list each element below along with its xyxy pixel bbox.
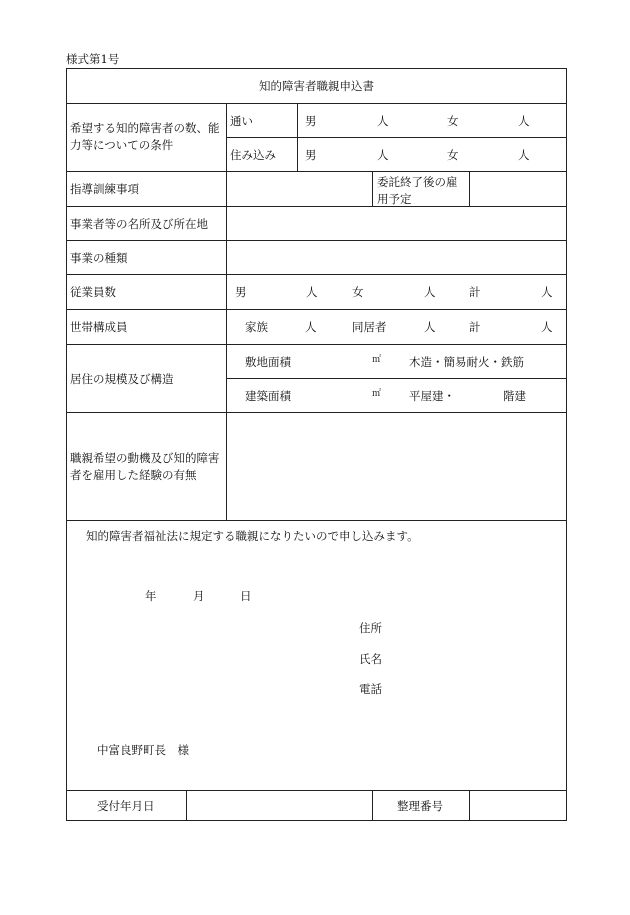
divider — [66, 412, 567, 413]
divider — [469, 790, 470, 821]
commute-male-unit: 人 — [377, 114, 389, 128]
residence-label: 居住の規模及び構造 — [70, 372, 174, 386]
divider — [66, 240, 567, 241]
household-label: 世帯構成員 — [70, 320, 128, 334]
divider — [66, 309, 567, 310]
employees-male-label: 男 — [235, 285, 247, 299]
divider — [66, 171, 567, 172]
employees-female-unit: 人 — [424, 285, 436, 299]
divider — [66, 344, 567, 345]
live-in-female-label: 女 — [447, 148, 459, 162]
live-in-male-label: 男 — [305, 148, 317, 162]
employment-after-label: 委託終了後の雇用予定 — [377, 175, 458, 206]
reference-number-label: 整理番号 — [397, 799, 443, 813]
floors-suffix: 階建 — [503, 389, 526, 403]
name-label: 氏名 — [359, 652, 382, 666]
live-in-male-unit: 人 — [377, 148, 389, 162]
conditions-label: 希望する知的障害者の数、能力等についての条件 — [70, 121, 220, 152]
addressee: 中富良野町長 様 — [97, 743, 189, 757]
address-label: 住所 — [359, 621, 382, 635]
site-area-label: 敷地面積 — [245, 355, 291, 369]
date-month-label: 月 — [193, 589, 205, 603]
site-area-unit: ㎡ — [372, 355, 382, 365]
commute-male-label: 男 — [305, 114, 317, 128]
live-in-label: 住み込み — [230, 148, 276, 162]
building-area-unit: ㎡ — [372, 389, 382, 399]
divider — [226, 378, 567, 379]
floors-prefix: 平屋建・ — [409, 389, 455, 403]
divider — [66, 103, 567, 104]
employees-total-unit: 人 — [541, 285, 553, 299]
household-total-unit: 人 — [541, 320, 553, 334]
employees-male-unit: 人 — [306, 285, 318, 299]
form-title: 知的障害者職親申込書 — [259, 79, 374, 93]
employees-female-label: 女 — [352, 285, 364, 299]
date-day-label: 日 — [240, 589, 252, 603]
household-cohabitant-unit: 人 — [424, 320, 436, 334]
structure-options: 木造・簡易耐火・鉄筋 — [409, 355, 524, 369]
date-year-label: 年 — [145, 589, 157, 603]
business-name-label: 事業者等の名所及び所在地 — [70, 217, 208, 231]
divider — [66, 274, 567, 275]
divider — [297, 103, 298, 171]
commute-female-label: 女 — [447, 114, 459, 128]
declaration-statement: 知的障害者福祉法に規定する職親になりたいので申し込みます。 — [86, 529, 419, 543]
divider — [66, 520, 567, 521]
employees-total-label: 計 — [469, 285, 481, 299]
household-cohabitant-label: 同居者 — [352, 320, 387, 334]
phone-label: 電話 — [359, 682, 382, 696]
divider — [469, 171, 470, 206]
form-frame — [66, 68, 567, 821]
employees-label: 従業員数 — [70, 285, 116, 299]
divider — [66, 790, 567, 791]
business-type-label: 事業の種類 — [70, 251, 128, 265]
motivation-label: 職親希望の動機及び知的障害者を雇用した経験の有無 — [70, 451, 220, 482]
household-family-unit: 人 — [305, 320, 317, 334]
divider — [226, 137, 567, 138]
building-area-label: 建築面積 — [245, 389, 291, 403]
commute-label: 通い — [230, 114, 253, 128]
live-in-female-unit: 人 — [518, 148, 530, 162]
household-family-label: 家族 — [245, 320, 268, 334]
divider — [372, 790, 373, 821]
form-number: 様式第1号 — [66, 52, 120, 66]
divider — [66, 206, 567, 207]
household-total-label: 計 — [469, 320, 481, 334]
received-date-label: 受付年月日 — [97, 799, 155, 813]
divider — [226, 103, 227, 520]
commute-female-unit: 人 — [518, 114, 530, 128]
divider — [186, 790, 187, 821]
guidance-label: 指導訓練事項 — [70, 182, 139, 196]
divider — [372, 171, 373, 206]
